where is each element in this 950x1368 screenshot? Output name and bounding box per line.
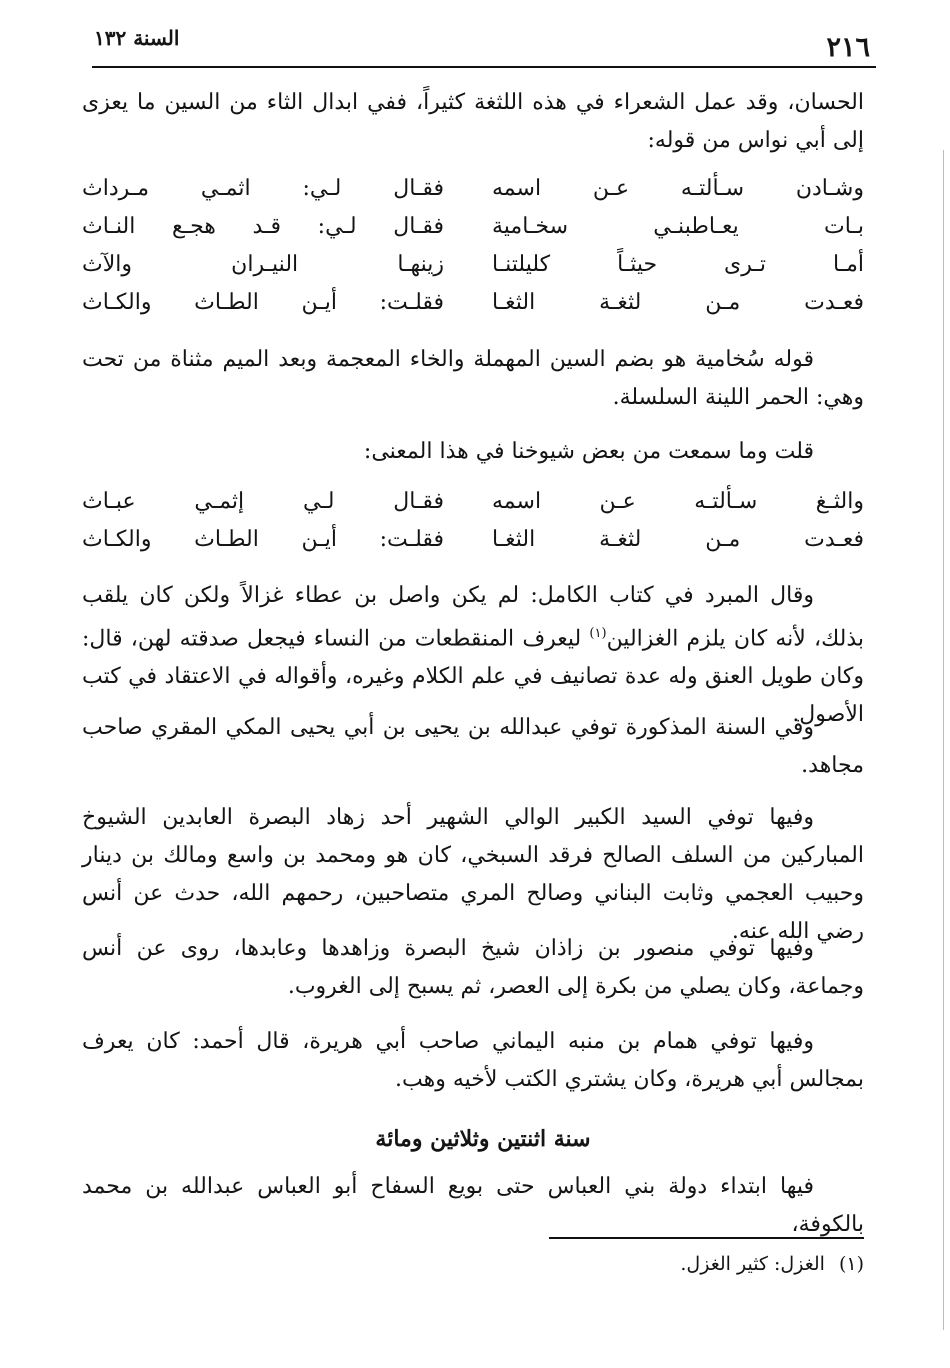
verse-line <box>82 246 864 284</box>
verse-second-hemistich: فقـال لـي: اثمـي مـرداث <box>82 176 444 201</box>
running-head: السنة ١٣٢ <box>94 26 180 50</box>
footnote-text: الغزل: كثير الغزل. <box>680 1253 825 1275</box>
page-edge-line <box>943 150 944 1330</box>
section-heading: سنة اثنتين وثلاثين ومائة <box>375 1126 591 1152</box>
paragraph-farqad: وفيها توفي السيد الكبير الوالي الشهير أحد زهاد البصرة العابدين الشيوخ المباركين من السلف الصالح فرقد السبخي، كان هو ومحمد بن واسع ومالك بن دينار وحبيب العجمي وثابت البناني وصالح المري متصاحبين، رحمهم الله، حدث عن أنس رضي الله عنه. <box>82 805 864 944</box>
verse-second-hemistich: فقلـت: أيـن الطـاث والكـاث <box>82 290 444 315</box>
footnote-number: (١) <box>838 1253 864 1275</box>
paragraph-text: وقال المبرد في كتاب الكامل: لم يكن واصل بن عطاء غزالاً ولكن كان يلقب بذلك، لأنه كان يلزم الغزالين <box>82 583 864 652</box>
paragraph-shaykh: قلت وما سمعت من بعض شيوخنا في هذا المعنى: <box>363 439 814 464</box>
footnote <box>82 1247 864 1281</box>
verse-second-hemistich: فقلـت: أيـن الطـاث والكـاث <box>82 527 444 552</box>
verse-first-hemistich: وشـادن سـألتـه عـن اسمه <box>492 176 864 201</box>
paragraph-intro: الحسان، وقد عمل الشعراء في هذه اللثغة كثيراً، ففي ابدال الثاء من السين ما يعزى إلى أبي نواس من قوله: <box>82 90 864 153</box>
verse-first-hemistich: أمـا تـرى حيثـاً كليلتنـا <box>492 252 864 277</box>
verse-second-hemistich: فقـال لـي إثمـي عبـاث <box>82 489 444 514</box>
verse-first-hemistich: فعـدت مـن لثغـة الثغـا <box>492 527 864 552</box>
paragraph-abbasid: فيها ابتداء دولة بني العباس حتى بويع السفاح أبو العباس عبدالله بن محمد بالكوفة، <box>82 1174 864 1237</box>
paragraph-sukhamiya: قوله سُخامية هو بضم السين المهملة والخاء المعجمة وبعد الميم مثناة من تحت وهي: الحمر اللينة السلسلة. <box>82 347 864 410</box>
verse-first-hemistich: والثـغ سـألتـه عـن اسمه <box>492 489 864 514</box>
page-header <box>92 26 876 68</box>
verse-first-hemistich: فعـدت مـن لثغـة الثغـا <box>492 290 864 315</box>
footnote-reference: (١) <box>589 626 607 641</box>
poem-shaykh <box>82 483 864 559</box>
verse-line <box>82 208 864 246</box>
paragraph-hammam: وفيها توفي همام بن منبه اليماني صاحب أبي هريرة، قال أحمد: كان يعرف بمجالس أبي هريرة، وكان يشتري الكتب لأخيه وهب. <box>82 1029 864 1092</box>
verse-line <box>82 483 864 521</box>
paragraph-abdullah: وفي السنة المذكورة توفي عبدالله بن يحيى بن أبي يحيى المكي المقري صاحب مجاهد. <box>82 715 864 778</box>
verse-line <box>82 521 864 559</box>
paragraph-text: ليعرف المنقطعات من النساء فيجعل صدقته لهن، قال: وكان طويل العنق وله عدة تصانيف في علم الكلام وغيره، وأقواله في الاعتقاد في كتب الأصول. <box>82 626 864 728</box>
verse-line <box>82 284 864 322</box>
footnote-divider <box>549 1237 864 1239</box>
poem-abu-nuwas <box>82 170 864 322</box>
verse-second-hemistich: زينهـا النيـران والآث <box>82 252 444 277</box>
verse-second-hemistich: فقـال لـي: قـد هجـع النـاث <box>82 214 444 239</box>
page-number: ٢١٦ <box>826 32 870 63</box>
verse-first-hemistich: بـات يعـاطبنـي سخـامية <box>492 214 864 239</box>
verse-line <box>82 170 864 208</box>
paragraph-mansur: وفيها توفي منصور بن زاذان شيخ البصرة وزاهدها وعابدها، روى عن أنس وجماعة، وكان يصلي من بكرة إلى العصر، ثم يسبح إلى الغروب. <box>82 936 864 999</box>
